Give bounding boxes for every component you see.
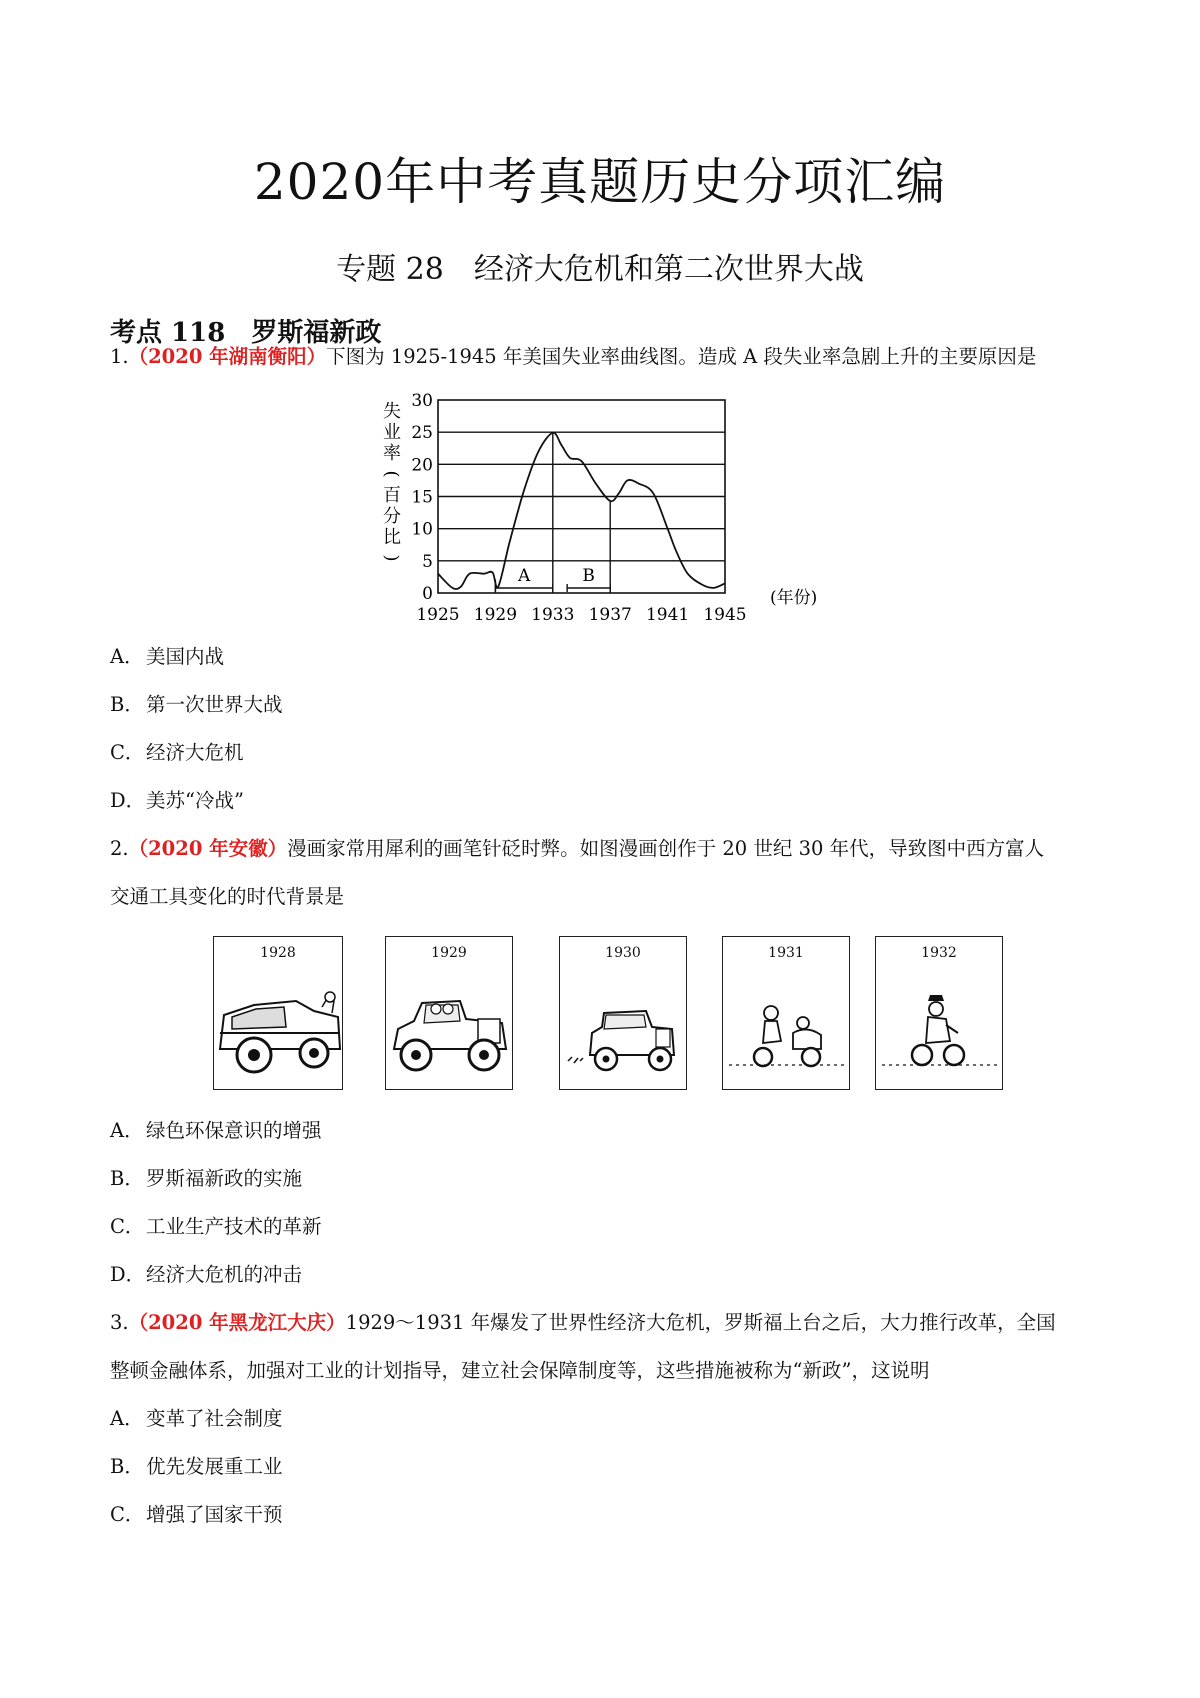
- x-tick-label: 1941: [645, 605, 690, 625]
- main-title: 2020年中考真题历史分项汇编: [253, 153, 947, 211]
- y-axis-label-char: 比: [383, 527, 401, 548]
- y-tick-label: 30: [411, 391, 433, 411]
- question-3-option-c[interactable]: C．增强了国家干预: [110, 1503, 283, 1526]
- question-source: （2020 年安徽）: [128, 837, 288, 860]
- y-axis-label-char: 失: [383, 401, 401, 422]
- x-tick-label: 1929: [473, 605, 518, 625]
- x-axis-label: (年份): [770, 588, 818, 608]
- question-1-option-d[interactable]: D．美苏“冷战”: [110, 789, 244, 812]
- x-tick-label: 1933: [531, 605, 575, 625]
- unemployment-line-chart: [380, 385, 840, 645]
- x-tick-label: 1925: [416, 605, 460, 625]
- y-axis-label-char: 业: [383, 422, 401, 443]
- question-2-option-b[interactable]: B． 罗斯福新政的实施: [110, 1167, 303, 1190]
- x-tick-labels: [416, 605, 746, 625]
- section-heading: 考点 118 罗斯福新政: [110, 318, 382, 348]
- question-3-stem-line-2: 整顿金融体系，加强对工业的计划指导，建立社会保障制度等，这些措施被称为“新政”，这说明: [110, 1359, 930, 1382]
- y-axis-label: [381, 401, 402, 562]
- question-text: 漫画家常用犀利的画笔针砭时弊。如图漫画创作于 20 世纪 30 年代，导致图中西方富人: [287, 837, 1045, 860]
- question-number: 3.: [110, 1311, 129, 1334]
- touring-car-icon: [386, 937, 514, 1091]
- question-1-option-b[interactable]: B． 第一次世界大战: [110, 693, 283, 716]
- y-axis-label-char: 百: [383, 485, 401, 506]
- question-1-stem: [110, 343, 1036, 371]
- y-axis-label-char: (: [381, 470, 402, 478]
- question-2-option-d[interactable]: D．经济大危机的冲击: [110, 1263, 303, 1286]
- cartoon-panel-1931: [722, 936, 850, 1090]
- x-tick-label: 1945: [703, 605, 747, 625]
- question-text: 1929～1931 年爆发了世界性经济大危机，罗斯福上台之后，大力推行改革，全国: [345, 1311, 1056, 1334]
- panel-year: 1931: [768, 945, 804, 961]
- small-car-icon: [560, 937, 688, 1091]
- cartoon-panel-1929: [385, 936, 513, 1090]
- panel-year: 1929: [431, 945, 467, 961]
- motorcycle-sidecar-icon: [723, 937, 851, 1091]
- x-tick-label: 1937: [588, 605, 632, 625]
- y-axis-label-char: ): [381, 554, 402, 562]
- question-3-option-a[interactable]: A． 变革了社会制度: [110, 1407, 283, 1430]
- question-2-option-c[interactable]: C．工业生产技术的革新: [110, 1215, 322, 1238]
- question-1-option-a[interactable]: A． 美国内战: [110, 645, 225, 668]
- y-tick-label: 10: [411, 519, 433, 540]
- chart-segments: [495, 433, 610, 593]
- panel-year: 1928: [260, 945, 296, 961]
- question-text: 下图为 1925-1945 年美国失业率曲线图。造成 A 段失业率急剧上升的主要原因是: [326, 345, 1037, 368]
- question-2-stem-line-2: 交通工具变化的时代背景是: [110, 885, 345, 908]
- panel-year: 1932: [921, 945, 957, 961]
- segment-label: B: [582, 566, 595, 586]
- limousine-icon: [214, 937, 344, 1091]
- segment-label: A: [517, 566, 531, 586]
- question-3-stem: [110, 1309, 1056, 1337]
- y-tick-label: 15: [411, 487, 433, 508]
- question-number: 1.: [110, 345, 129, 368]
- question-3-option-b[interactable]: B． 优先发展重工业: [110, 1455, 283, 1478]
- question-number: 2.: [110, 837, 129, 860]
- motorcycle-icon: [876, 937, 1004, 1091]
- cartoon-panel-1932: [875, 936, 1003, 1090]
- question-source: （2020 年湖南衡阳）: [128, 345, 327, 368]
- panel-year: 1930: [605, 945, 641, 961]
- cartoon-panel-1930: [559, 936, 687, 1090]
- question-source: （2020 年黑龙江大庆）: [128, 1311, 346, 1334]
- y-axis-label-char: 分: [383, 506, 401, 527]
- y-tick-labels: [411, 391, 433, 604]
- y-axis-label-char: 率: [383, 443, 401, 464]
- question-2-option-a[interactable]: A． 绿色环保意识的增强: [110, 1119, 322, 1142]
- question-1-option-c[interactable]: C．经济大危机: [110, 741, 244, 764]
- y-tick-label: 0: [422, 584, 433, 604]
- question-2-stem: [110, 835, 1044, 863]
- sub-title: 专题 28 经济大危机和第二次世界大战: [336, 252, 864, 287]
- y-tick-label: 20: [411, 455, 433, 476]
- cartoon-panel-1928: [213, 936, 343, 1090]
- y-tick-label: 5: [422, 551, 433, 572]
- y-tick-label: 25: [411, 423, 433, 444]
